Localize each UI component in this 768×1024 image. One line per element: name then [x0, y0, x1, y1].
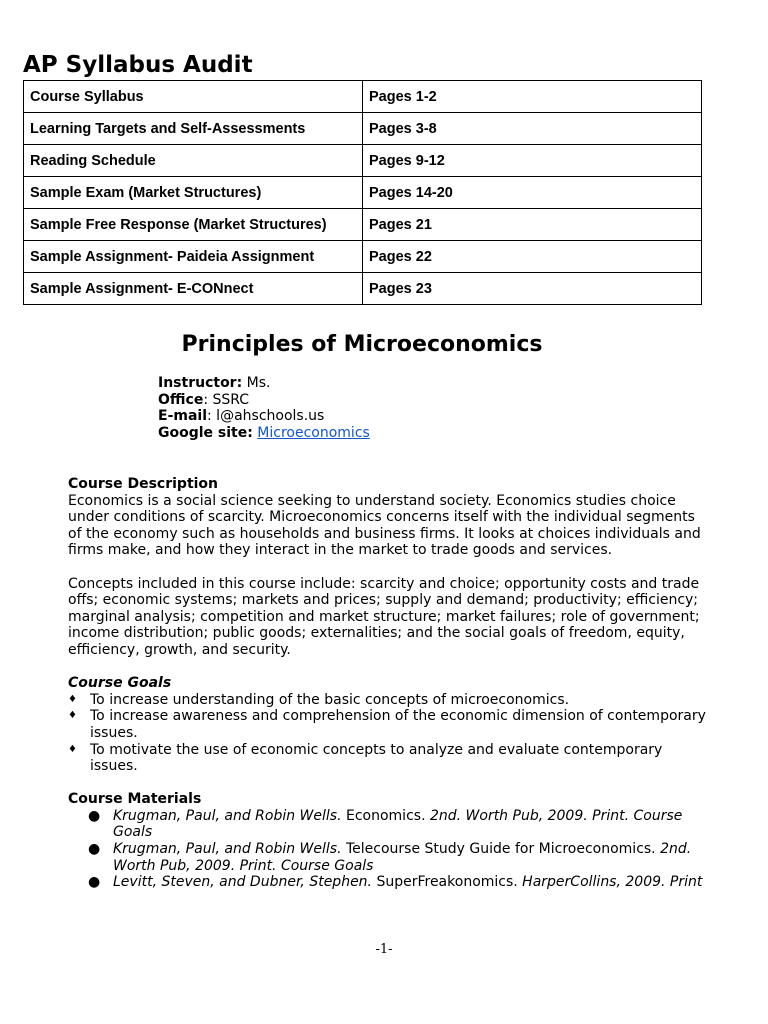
site-line: [158, 425, 370, 442]
list-item: [68, 742, 708, 775]
concepts-paragraph: Concepts included in this course include: scarcity and choice; opportunity costs and trade offs; economic systems; markets and prices; supply and demand; productivity; efficiency; marginal analysis; competition and market structure; market failures; role of government; income distribution; public goods; externalities; and the social goals of freedom, equity, efficiency, growth, and security.: [68, 575, 700, 658]
material-title: Telecourse Study Guide for Microeconomics.: [341, 841, 656, 858]
audit-item-cell: Course Syllabus: [24, 81, 363, 113]
audit-item-cell: Sample Assignment- Paideia Assignment: [24, 241, 363, 273]
audit-title: AP Syllabus Audit: [23, 52, 253, 78]
material-title: Economics.: [341, 807, 426, 824]
table-row: [24, 177, 702, 209]
audit-item-cell: Learning Targets and Self-Assessments: [24, 113, 363, 145]
bullet-icon: ●: [88, 874, 101, 891]
table-row: [24, 209, 702, 241]
description-paragraph: Economics is a social science seeking to understand society. Economics studies choice under conditions of scarcity. Microeconomics concerns itself with the individual segments of the economy such as households and business firms. It looks at choices individuals and firms make, and how they interact in the market to trade goods and services.: [68, 492, 701, 559]
description-heading: Course Description: [68, 476, 219, 492]
instructor-info: [158, 375, 370, 442]
audit-pages-cell: Pages 3-8: [363, 113, 702, 145]
audit-item-cell: Reading Schedule: [24, 145, 363, 177]
materials-list: [68, 808, 708, 891]
audit-pages-cell: Pages 1-2: [363, 81, 702, 113]
material-authors: Krugman, Paul, and Robin Wells.: [113, 807, 342, 824]
audit-table: [23, 80, 702, 305]
email-label: E-mail: [158, 408, 208, 425]
table-row: [24, 273, 702, 305]
material-title: SuperFreakonomics.: [372, 874, 518, 891]
goals-list: [68, 692, 708, 775]
audit-item-cell: Sample Exam (Market Structures): [24, 177, 363, 209]
table-row: [24, 81, 702, 113]
material-authors: Krugman, Paul, and Robin Wells.: [113, 841, 342, 858]
audit-pages-cell: Pages 23: [363, 273, 702, 305]
goals-heading: Course Goals: [68, 675, 172, 692]
audit-item-cell: Sample Assignment- E-CONnect: [24, 273, 363, 305]
goal-text: To motivate the use of economic concepts to analyze and evaluate contemporary issues.: [90, 741, 663, 775]
email-line: [158, 408, 370, 425]
bullet-icon: ●: [88, 807, 101, 824]
material-authors: Levitt, Steven, and Dubner, Stephen.: [113, 874, 372, 891]
instructor-value: Ms.: [242, 375, 271, 391]
audit-pages-cell: Pages 9-12: [363, 145, 702, 177]
list-item: [68, 874, 708, 891]
material-details: 2nd. Worth Pub, 2009. Print. Course Goals: [113, 841, 692, 874]
list-item: [68, 841, 708, 874]
office-value: : SSRC: [203, 391, 250, 408]
goal-text: To increase awareness and comprehension of the economic dimension of contemporary issues.: [90, 708, 706, 741]
list-item: [68, 692, 708, 709]
diamond-bullet-icon: ♦: [68, 743, 77, 755]
table-row: [24, 145, 702, 177]
syllabus-content: [68, 476, 708, 891]
bullet-icon: ●: [88, 841, 101, 858]
google-site-link[interactable]: Microeconomics: [257, 425, 370, 442]
audit-pages-cell: Pages 14-20: [363, 177, 702, 209]
audit-item-cell: Sample Free Response (Market Structures): [24, 209, 363, 241]
table-row: [24, 241, 702, 273]
materials-heading: Course Materials: [68, 791, 202, 808]
goal-text: To increase understanding of the basic concepts of microeconomics.: [90, 691, 570, 708]
diamond-bullet-icon: ♦: [68, 693, 77, 705]
office-line: [158, 392, 370, 409]
audit-pages-cell: Pages 22: [363, 241, 702, 273]
instructor-line: [158, 375, 370, 392]
material-details: HarperCollins, 2009. Print: [517, 874, 703, 891]
table-row: [24, 113, 702, 145]
list-item: [68, 708, 708, 741]
site-label: Google site:: [158, 425, 253, 442]
page-number: -1-: [375, 942, 393, 957]
course-title: Principles of Microeconomics: [181, 332, 543, 357]
diamond-bullet-icon: ♦: [68, 710, 77, 722]
office-label: Office: [158, 391, 204, 408]
material-details: 2nd. Worth Pub, 2009. Print. Course Goals: [113, 807, 683, 841]
audit-pages-cell: Pages 21: [363, 209, 702, 241]
email-value: : l@ahschools.us: [207, 408, 325, 425]
list-item: [68, 808, 708, 841]
instructor-label: Instructor:: [158, 375, 243, 391]
